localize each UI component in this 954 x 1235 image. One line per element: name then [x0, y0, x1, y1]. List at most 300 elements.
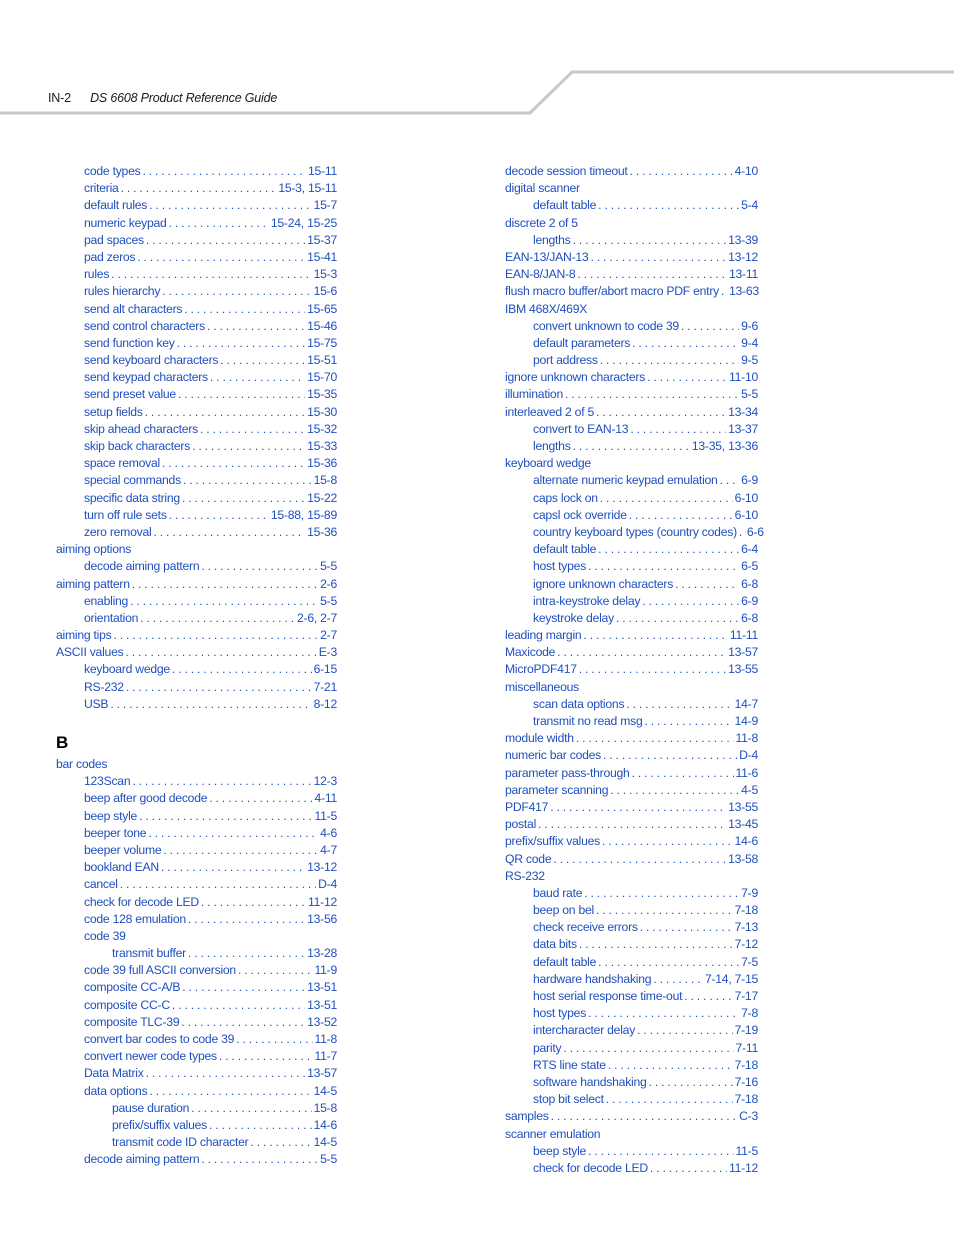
index-heading-term[interactable]: code 39	[84, 928, 126, 943]
index-entry[interactable]	[505, 541, 758, 558]
page-reference[interactable]: 15-36	[307, 524, 337, 539]
page-reference[interactable]: 15-46	[307, 318, 337, 333]
page-reference[interactable]: 13-35, 13-36	[691, 439, 758, 453]
index-term[interactable]: numeric bar codes	[505, 748, 602, 763]
index-term[interactable]: 123Scan	[84, 774, 131, 789]
index-entry[interactable]	[56, 876, 337, 893]
index-term[interactable]: lengths	[533, 439, 571, 453]
index-entry[interactable]	[505, 1091, 758, 1108]
page-reference[interactable]: 9-4	[741, 335, 758, 350]
index-term[interactable]: data bits	[533, 937, 577, 952]
index-entry[interactable]	[56, 283, 337, 300]
index-term[interactable]: code 39 full ASCII conversion	[84, 963, 236, 978]
page-reference[interactable]: 15-36	[307, 456, 337, 471]
page-reference[interactable]: 11-7	[314, 1049, 337, 1064]
index-heading-term[interactable]: IBM 468X/469X	[505, 301, 588, 316]
index-entry[interactable]	[505, 971, 758, 988]
index-term[interactable]: default table	[533, 198, 597, 213]
index-entry[interactable]	[56, 842, 337, 859]
index-term[interactable]: beep style	[84, 808, 138, 823]
index-term[interactable]: setup fields	[84, 404, 143, 419]
page-reference[interactable]: 13-63	[728, 284, 759, 299]
page-reference[interactable]: 15-37	[307, 232, 337, 247]
page-reference[interactable]: 14-6	[734, 834, 758, 849]
index-entry[interactable]	[56, 979, 337, 996]
index-entry[interactable]	[56, 1100, 337, 1117]
index-term[interactable]: cancel	[84, 877, 118, 892]
index-term[interactable]: numeric keypad	[84, 215, 167, 230]
page-reference[interactable]: 13-12	[728, 249, 758, 264]
index-term[interactable]: hardware handshaking	[533, 971, 652, 986]
page-reference[interactable]: 13-37	[728, 421, 758, 436]
index-entry[interactable]	[56, 1117, 337, 1134]
page-reference[interactable]: D-4	[739, 748, 758, 763]
index-term[interactable]: pad zeros	[84, 249, 136, 264]
index-term[interactable]: aiming pattern	[56, 576, 130, 591]
index-entry[interactable]	[56, 404, 337, 421]
index-term[interactable]: send keyboard characters	[84, 353, 219, 368]
page-reference[interactable]: 15-32	[307, 421, 337, 436]
index-term[interactable]: convert unknown to code 39	[533, 318, 679, 333]
page-reference[interactable]: 11-10	[728, 370, 758, 385]
index-heading-term[interactable]: aiming options	[56, 542, 132, 557]
index-term[interactable]: transmit no read msg	[533, 714, 643, 728]
index-entry[interactable]	[505, 644, 758, 661]
page-reference[interactable]: 5-5	[320, 559, 337, 574]
index-entry[interactable]	[505, 438, 758, 455]
index-entry[interactable]	[505, 988, 758, 1005]
index-entry[interactable]	[505, 524, 764, 541]
page-reference[interactable]: 11-12	[307, 894, 337, 909]
page-reference[interactable]: 5-5	[320, 593, 337, 608]
index-heading-term[interactable]: discrete 2 of 5	[505, 215, 578, 230]
page-reference[interactable]: 15-3, 15-11	[278, 181, 337, 196]
page-reference[interactable]: 7-18	[734, 1057, 758, 1072]
page-reference[interactable]: 13-28	[307, 946, 337, 961]
index-entry[interactable]	[56, 352, 337, 369]
page-reference[interactable]: 11-11	[729, 628, 758, 643]
page-reference[interactable]: 6-10	[734, 507, 758, 522]
page-reference[interactable]: 7-13	[734, 920, 758, 935]
index-entry[interactable]	[505, 266, 758, 283]
index-term[interactable]: check for decode LED	[533, 1160, 648, 1175]
index-entry[interactable]	[505, 576, 758, 593]
page-reference[interactable]: 8-12	[313, 696, 337, 711]
page-reference[interactable]: 15-8	[313, 473, 337, 488]
index-term[interactable]: Data Matrix	[84, 1066, 144, 1081]
index-term[interactable]: convert to EAN-13	[533, 421, 629, 436]
index-entry[interactable]	[505, 455, 758, 472]
page-reference[interactable]: 6-9	[741, 593, 758, 608]
page-reference[interactable]: E-3	[318, 645, 337, 660]
page-reference[interactable]: 15-7	[313, 198, 337, 213]
index-entry[interactable]	[56, 1134, 337, 1151]
index-term[interactable]: special commands	[84, 473, 181, 488]
index-entry[interactable]	[56, 1014, 337, 1031]
index-entry[interactable]	[56, 627, 337, 644]
page-reference[interactable]: 7-14, 7-15	[704, 971, 758, 986]
page-reference[interactable]: D-4	[318, 877, 337, 892]
index-entry[interactable]	[505, 765, 758, 782]
index-heading-term[interactable]: digital scanner	[505, 181, 580, 196]
index-entry[interactable]	[505, 335, 758, 352]
index-term[interactable]: QR code	[505, 851, 552, 866]
index-term[interactable]: send alt characters	[84, 301, 183, 316]
index-entry[interactable]	[56, 1048, 337, 1065]
page-reference[interactable]: 12-3	[313, 774, 337, 789]
index-term[interactable]: rules	[84, 267, 110, 282]
index-entry[interactable]	[56, 541, 337, 558]
index-term[interactable]: check for decode LED	[84, 894, 199, 909]
index-term[interactable]: specific data string	[84, 490, 180, 505]
page-reference[interactable]: 13-39	[728, 232, 758, 247]
index-term[interactable]: skip back characters	[84, 439, 191, 453]
page-reference[interactable]: 7-18	[734, 903, 758, 918]
index-term[interactable]: default table	[533, 954, 597, 969]
index-entry[interactable]	[505, 386, 758, 403]
index-entry[interactable]	[505, 232, 758, 249]
index-entry[interactable]	[505, 851, 758, 868]
index-entry[interactable]	[505, 679, 758, 696]
index-entry[interactable]	[56, 610, 337, 627]
page-reference[interactable]: 7-18	[734, 1092, 758, 1107]
page-reference[interactable]: 15-51	[307, 353, 337, 368]
index-entry[interactable]	[56, 369, 337, 386]
page-reference[interactable]: 4-6	[320, 825, 337, 840]
index-entry[interactable]	[505, 490, 758, 507]
page-reference[interactable]: 7-12	[734, 937, 758, 952]
page-reference[interactable]: 9-5	[741, 353, 758, 368]
page-reference[interactable]: 13-55	[728, 799, 758, 814]
index-entry[interactable]	[505, 249, 758, 266]
index-entry[interactable]	[56, 472, 337, 489]
page-reference[interactable]: 13-34	[728, 404, 758, 419]
index-entry[interactable]	[56, 773, 337, 790]
page-reference[interactable]: 15-35	[307, 387, 337, 402]
index-entry[interactable]	[56, 318, 337, 335]
page-reference[interactable]: 4-10	[734, 164, 758, 178]
index-entry[interactable]	[505, 799, 758, 816]
index-term[interactable]: beep on bel	[533, 903, 594, 918]
index-term[interactable]: composite TLC-39	[84, 1014, 180, 1029]
index-entry[interactable]	[505, 782, 758, 799]
index-entry[interactable]	[56, 756, 337, 773]
page-reference[interactable]: 13-45	[728, 817, 758, 832]
index-entry[interactable]	[505, 885, 758, 902]
page-reference[interactable]: 14-5	[313, 1135, 337, 1150]
index-entry[interactable]	[505, 1126, 758, 1143]
index-entry[interactable]	[505, 816, 758, 833]
index-term[interactable]: send function key	[84, 335, 175, 350]
index-entry[interactable]	[505, 713, 758, 730]
index-term[interactable]: ignore unknown characters	[505, 370, 646, 385]
index-term[interactable]: illumination	[505, 387, 563, 402]
index-entry[interactable]	[505, 730, 758, 747]
index-term[interactable]: enabling	[84, 593, 129, 608]
page-reference[interactable]: 11-6	[735, 765, 758, 780]
index-entry[interactable]	[56, 1083, 337, 1100]
page-reference[interactable]: 11-12	[728, 1160, 758, 1175]
page-reference[interactable]: 14-9	[734, 714, 758, 728]
index-term[interactable]: prefix/suffix values	[505, 834, 601, 849]
page-reference[interactable]: 15-11	[307, 164, 337, 178]
index-term[interactable]: decode session timeout	[505, 164, 628, 178]
index-entry[interactable]	[56, 790, 337, 807]
index-term[interactable]: composite CC-A/B	[84, 980, 181, 995]
index-entry[interactable]	[505, 1074, 758, 1091]
index-entry[interactable]	[505, 352, 758, 369]
page-reference[interactable]: 2-7	[320, 628, 337, 643]
index-term[interactable]: module width	[505, 731, 574, 746]
page-reference[interactable]: 13-58	[728, 851, 758, 866]
index-entry[interactable]	[505, 472, 758, 489]
index-term[interactable]: orientation	[84, 610, 139, 625]
index-term[interactable]: ASCII values	[56, 645, 124, 660]
index-entry[interactable]	[56, 421, 337, 438]
index-entry[interactable]	[56, 911, 337, 928]
page-reference[interactable]: C-3	[739, 1109, 758, 1124]
index-entry[interactable]	[505, 507, 758, 524]
index-entry[interactable]	[505, 1108, 758, 1125]
index-term[interactable]: turn off rule sets	[84, 507, 167, 522]
index-term[interactable]: scan data options	[533, 696, 625, 711]
index-entry[interactable]	[56, 679, 337, 696]
index-entry[interactable]	[56, 696, 337, 713]
page-reference[interactable]: 6-8	[741, 576, 758, 591]
index-term[interactable]: port address	[533, 353, 598, 368]
index-term[interactable]: default parameters	[533, 335, 631, 350]
index-term[interactable]: keyboard wedge	[84, 662, 170, 677]
index-entry[interactable]	[56, 301, 337, 318]
index-term[interactable]: PDF417	[505, 799, 549, 814]
index-entry[interactable]	[56, 1031, 337, 1048]
index-entry[interactable]	[505, 902, 758, 919]
index-entry[interactable]	[505, 1005, 758, 1022]
index-entry[interactable]	[56, 894, 337, 911]
index-term[interactable]: aiming tips	[56, 628, 112, 643]
index-term[interactable]: interleaved 2 of 5	[505, 404, 595, 419]
index-entry[interactable]	[505, 197, 758, 214]
index-term[interactable]: capsl ock override	[533, 507, 627, 522]
index-term[interactable]: send control characters	[84, 318, 205, 333]
page-reference[interactable]: 6-8	[741, 610, 758, 625]
page-reference[interactable]: 15-8	[313, 1100, 337, 1115]
page-reference[interactable]: 14-6	[313, 1117, 337, 1132]
page-reference[interactable]: 5-4	[741, 198, 758, 213]
page-reference[interactable]: 7-11	[735, 1040, 758, 1055]
index-entry[interactable]	[505, 318, 758, 335]
index-entry[interactable]	[505, 421, 758, 438]
index-term[interactable]: RS-232	[84, 679, 124, 694]
index-entry[interactable]	[56, 455, 337, 472]
page-reference[interactable]: 11-5	[314, 808, 337, 823]
index-entry[interactable]	[505, 661, 758, 678]
index-term[interactable]: transmit buffer	[112, 946, 186, 961]
index-entry[interactable]	[56, 576, 337, 593]
index-entry[interactable]	[56, 386, 337, 403]
index-term[interactable]: Maxicode	[505, 645, 556, 660]
page-reference[interactable]: 14-5	[313, 1083, 337, 1098]
index-entry[interactable]	[56, 593, 337, 610]
index-entry[interactable]	[505, 1160, 758, 1177]
index-term[interactable]: intercharacter delay	[533, 1023, 636, 1038]
index-term[interactable]: space removal	[84, 456, 161, 471]
index-term[interactable]: prefix/suffix values	[112, 1117, 208, 1132]
page-reference[interactable]: 15-70	[307, 370, 337, 385]
page-reference[interactable]: 13-57	[728, 645, 758, 660]
index-entry[interactable]	[505, 1040, 758, 1057]
index-term[interactable]: country keyboard types (country codes)	[533, 524, 737, 539]
page-reference[interactable]: 15-22	[307, 490, 337, 505]
index-term[interactable]: intra-keystroke delay	[533, 593, 641, 608]
index-heading-term[interactable]: miscellaneous	[505, 679, 579, 694]
page-reference[interactable]: 7-16	[734, 1074, 758, 1089]
page-reference[interactable]: 14-7	[734, 696, 758, 711]
index-entry[interactable]	[505, 696, 758, 713]
index-term[interactable]: parameter scanning	[505, 782, 609, 797]
index-entry[interactable]	[505, 283, 758, 300]
index-entry[interactable]	[505, 301, 758, 318]
index-entry[interactable]	[56, 197, 337, 214]
index-term[interactable]: decode aiming pattern	[84, 1152, 200, 1167]
page-reference[interactable]: 15-24, 15-25	[270, 215, 337, 230]
page-reference[interactable]: 6-6	[746, 524, 764, 539]
index-entry[interactable]	[505, 404, 758, 421]
page-reference[interactable]: 13-55	[728, 662, 758, 677]
index-entry[interactable]	[505, 215, 758, 232]
page-reference[interactable]: 13-51	[307, 997, 337, 1012]
index-entry[interactable]	[505, 919, 758, 936]
index-term[interactable]: RTS line state	[533, 1057, 606, 1072]
index-heading-term[interactable]: bar codes	[56, 757, 108, 771]
page-reference[interactable]: 2-6	[320, 576, 337, 591]
page-reference[interactable]: 15-75	[307, 335, 337, 350]
page-reference[interactable]: 7-5	[741, 954, 758, 969]
page-reference[interactable]: 2-6, 2-7	[296, 610, 337, 625]
page-reference[interactable]: 5-5	[741, 387, 758, 402]
page-reference[interactable]: 13-52	[307, 1014, 337, 1029]
index-entry[interactable]	[505, 833, 758, 850]
page-reference[interactable]: 4-7	[320, 842, 337, 857]
index-entry[interactable]	[56, 180, 337, 197]
index-entry[interactable]	[505, 593, 758, 610]
index-entry[interactable]	[56, 1151, 337, 1168]
index-term[interactable]: beeper volume	[84, 842, 162, 857]
index-term[interactable]: host types	[533, 1006, 587, 1021]
page-reference[interactable]: 6-15	[313, 662, 337, 677]
index-term[interactable]: skip ahead characters	[84, 421, 198, 436]
index-term[interactable]: convert newer code types	[84, 1049, 217, 1064]
index-entry[interactable]	[56, 249, 337, 266]
index-term[interactable]: rules hierarchy	[84, 284, 161, 299]
index-term[interactable]: code types	[84, 164, 141, 178]
page-reference[interactable]: 13-56	[307, 911, 337, 926]
index-term[interactable]: EAN-8/JAN-8	[505, 267, 576, 282]
page-reference[interactable]: 15-41	[307, 249, 337, 264]
page-reference[interactable]: 11-8	[735, 731, 758, 746]
page-reference[interactable]: 15-3	[313, 267, 337, 282]
index-term[interactable]: software handshaking	[533, 1074, 647, 1089]
page-reference[interactable]: 7-17	[734, 989, 758, 1003]
index-entry[interactable]	[505, 1143, 758, 1160]
page-reference[interactable]: 4-5	[741, 782, 758, 797]
page-reference[interactable]: 9-6	[741, 318, 758, 333]
index-term[interactable]: leading margin	[505, 628, 582, 643]
index-entry[interactable]	[505, 954, 758, 971]
index-term[interactable]: beep style	[533, 1143, 587, 1158]
index-term[interactable]: alternate numeric keypad emulation	[533, 473, 718, 488]
index-term[interactable]: pause duration	[112, 1100, 190, 1115]
index-term[interactable]: data options	[84, 1083, 148, 1098]
page-reference[interactable]: 11-5	[735, 1143, 758, 1158]
index-entry[interactable]	[56, 644, 337, 661]
index-term[interactable]: convert bar codes to code 39	[84, 1032, 235, 1046]
index-term[interactable]: decode aiming pattern	[84, 559, 200, 574]
index-entry[interactable]	[505, 180, 758, 197]
index-term[interactable]: transmit code ID character	[112, 1135, 249, 1150]
page-reference[interactable]: 6-10	[734, 490, 758, 505]
page-reference[interactable]: 15-33	[307, 439, 337, 453]
page-reference[interactable]: 7-9	[741, 885, 758, 900]
index-heading-term[interactable]: RS-232	[505, 868, 545, 883]
index-term[interactable]: MicroPDF417	[505, 662, 577, 677]
page-reference[interactable]: 15-65	[307, 301, 337, 316]
page-reference[interactable]: 13-12	[307, 860, 337, 875]
index-term[interactable]: baud rate	[533, 885, 583, 900]
index-term[interactable]: default table	[533, 542, 597, 557]
index-term[interactable]: caps lock on	[533, 490, 598, 505]
index-entry[interactable]	[56, 438, 337, 455]
index-entry[interactable]	[505, 369, 758, 386]
index-term[interactable]: check receive errors	[533, 920, 638, 935]
index-term[interactable]: composite CC-C	[84, 997, 170, 1012]
index-term[interactable]: stop bit select	[533, 1092, 604, 1107]
page-reference[interactable]: 13-57	[307, 1066, 337, 1081]
page-reference[interactable]: 15-6	[313, 284, 337, 299]
page-reference[interactable]: 5-5	[320, 1152, 337, 1167]
index-entry[interactable]	[56, 997, 337, 1014]
index-entry[interactable]	[56, 490, 337, 507]
index-entry[interactable]	[56, 661, 337, 678]
index-entry[interactable]	[505, 163, 758, 180]
page-reference[interactable]: 4-11	[314, 791, 337, 806]
index-entry[interactable]	[505, 936, 758, 953]
index-entry[interactable]	[56, 808, 337, 825]
index-entry[interactable]	[56, 825, 337, 842]
index-entry[interactable]	[56, 215, 337, 232]
index-term[interactable]: parity	[533, 1040, 562, 1055]
index-heading-term[interactable]: scanner emulation	[505, 1126, 601, 1141]
page-reference[interactable]: 13-51	[307, 980, 337, 995]
index-entry[interactable]	[56, 266, 337, 283]
index-term[interactable]: send preset value	[84, 387, 176, 402]
page-reference[interactable]: 7-21	[313, 679, 337, 694]
index-entry[interactable]	[56, 232, 337, 249]
index-term[interactable]: default rules	[84, 198, 148, 213]
index-entry[interactable]	[56, 1065, 337, 1082]
index-entry[interactable]	[56, 558, 337, 575]
index-term[interactable]: lengths	[533, 232, 571, 247]
page-reference[interactable]: 15-30	[307, 404, 337, 419]
index-term[interactable]: USB	[84, 696, 109, 711]
index-heading-term[interactable]: keyboard wedge	[505, 456, 591, 471]
index-term[interactable]: send keypad characters	[84, 370, 208, 385]
page-reference[interactable]: 6-4	[741, 542, 758, 557]
index-entry[interactable]	[56, 962, 337, 979]
index-term[interactable]: zero removal	[84, 524, 152, 539]
index-term[interactable]: host types	[533, 559, 587, 574]
index-entry[interactable]	[56, 163, 337, 180]
